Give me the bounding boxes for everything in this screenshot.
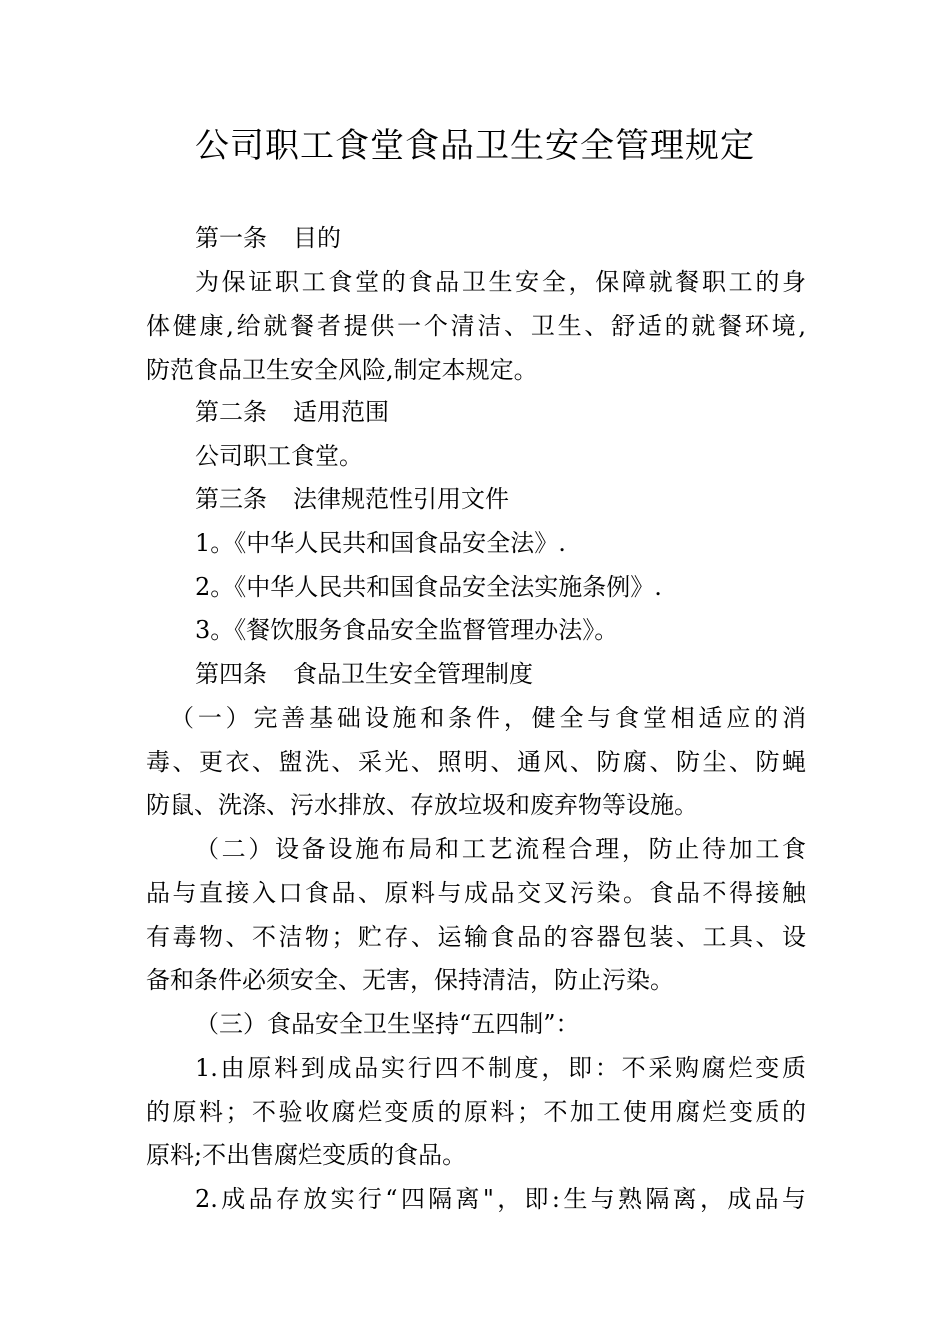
article-2-heading (195, 390, 389, 434)
article-1-heading (195, 216, 341, 260)
article-1-line-2: 体健康,给就餐者提供一个清洁、卫生、舒适的就餐环境, (146, 312, 806, 340)
article-2-line-1: 公司职工食堂。 (195, 442, 363, 470)
article-3-reference-2: 2。《中华人民共和国食品安全法实施条例》. (195, 573, 662, 601)
article-4-heading (195, 652, 533, 696)
sub-1-line-1: 1.由原料到成品实行四不制度，即：不采购腐烂变质 (195, 1054, 806, 1082)
sub-2-line-1: 2.成品存放实行“四隔离"，即:生与熟隔离，成品与 (195, 1185, 806, 1213)
item-1-line-2: 毒、更衣、盥洗、采光、照明、通风、防腐、防尘、防蝇 (146, 748, 806, 776)
article-3-reference-3: 3。《餐饮服务食品安全监督管理办法》。 (195, 616, 619, 644)
item-2-line-1: （二）设备设施布局和工艺流程合理，防止待加工食 (195, 835, 806, 863)
item-3-line-1: （三）食品安全卫生坚持“五四制”： (195, 1010, 580, 1038)
item-2-line-4: 备和条件必须安全、无害，保持清洁，防止污染。 (146, 966, 674, 994)
article-3-reference-1: 1。《中华人民共和国食品安全法》. (195, 529, 566, 557)
article-1-line-1: 为保证职工食堂的食品卫生安全，保障就餐职工的身 (195, 268, 806, 296)
document-title: 公司职工食堂食品卫生安全管理规定 (195, 126, 755, 166)
article-1-line-3: 防范食品卫生安全风险,制定本规定。 (146, 356, 538, 384)
article-2-number: 第二条 (195, 398, 267, 426)
article-3-name: 法律规范性引用文件 (293, 485, 509, 513)
sub-1-line-2: 的原料；不验收腐烂变质的原料；不加工使用腐烂变质的 (146, 1098, 806, 1126)
item-2-line-3: 有毒物、不洁物；贮存、运输食品的容器包装、工具、设 (146, 923, 806, 951)
item-1-line-1: （一）完善基础设施和条件，健全与食堂相适应的消 (170, 704, 806, 732)
article-1-name: 目的 (293, 224, 341, 252)
item-1-line-3: 防鼠、洗涤、污水排放、存放垃圾和废弃物等设施。 (146, 791, 698, 819)
article-4-name: 食品卫生安全管理制度 (293, 660, 533, 688)
article-3-heading (195, 477, 509, 521)
article-4-number: 第四条 (195, 660, 267, 688)
item-2-line-2: 品与直接入口食品、原料与成品交叉污染。食品不得接触 (146, 879, 806, 907)
article-1-number: 第一条 (195, 224, 267, 252)
sub-1-line-3: 原料;不出售腐烂变质的食品。 (146, 1141, 467, 1169)
article-3-number: 第三条 (195, 485, 267, 513)
article-2-name: 适用范围 (293, 398, 389, 426)
